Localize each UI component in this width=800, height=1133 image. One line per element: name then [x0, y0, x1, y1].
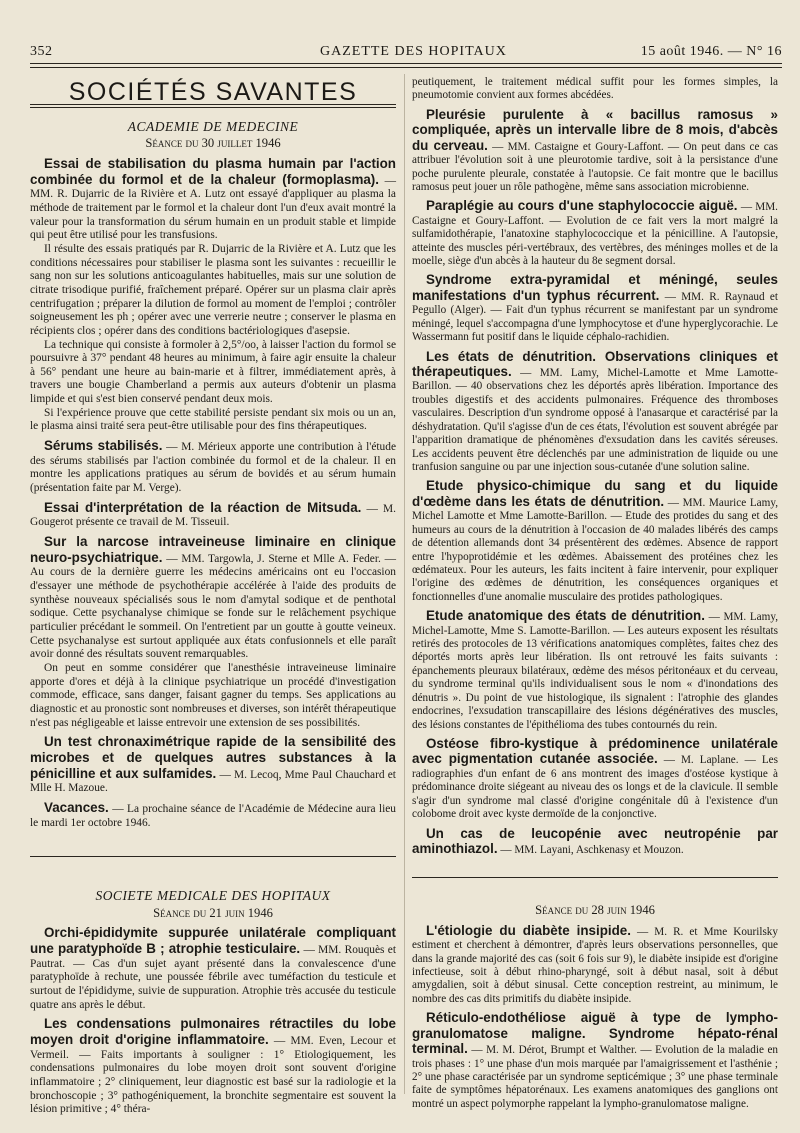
society-heading: SOCIETE MEDICALE DES HOPITAUX	[95, 888, 331, 904]
right-column	[412, 76, 778, 1111]
section-divider	[412, 877, 778, 878]
article-text: — M. M. Dérot, Brumpt et Walther. — Evolution de la maladie en trois phases : 1° une phase d'un mois marquée par l'amaigrissement et l'asthénie ; 2° une phase caractérisée par un syndrome septicémique ; 3° une phase terminale faite de symptômes hépatorénaux. Les examens anatomiques des ganglions ont montré un aspect polymorphe rappelant la lympho-granulomatose maligne.	[412, 1044, 779, 1110]
article	[30, 157, 396, 243]
journal-title: GAZETTE DES HOPITAUX	[320, 44, 507, 59]
article-text: — MM. Castaigne et Goury-Laffont. — Evolution de ce fait vers la mort malgré la sulfamidothérapie, l'anatoxine staphylococcique et la pénicilline. A l'autopsie, atteinte des muscles péri-vertébraux, des vertèbres, des méninges molles et de la moelle, siège d'un abcès à la hauteur du 8e segment dorsal.	[412, 201, 778, 268]
paragraph: peutiquement, le traitement médical suffit pour les formes simples, la pneumotomie convient aux formes abcédées.	[412, 76, 778, 102]
article-text: — MM. Layani, Aschkenasy et Mouzon.	[500, 843, 684, 856]
article-text: — M. Gougerot présente ce travail de M. Tisseuil.	[30, 502, 396, 529]
article-text: — MM. Rouquès et Pautrat. — Cas d'un sujet ayant présenté dans la convalescence d'une paratyphoïde à rechute, une poussée fébrile avec tuméfaction du testicule et surtout de l'épididyme, suivie de suppuration. Atrophie très accusée du testicule quatre ans après le début.	[30, 944, 396, 1011]
article-title: Un cas de leucopénie avec neutropénie par aminothiazol.	[412, 825, 778, 856]
article	[30, 501, 396, 530]
page-number: 352	[30, 44, 53, 59]
article	[412, 479, 778, 604]
article-title: Paraplégie au cours d'une staphylococcie aiguë.	[426, 198, 738, 214]
article-title: Essai de stabilisation du plasma humain par l'action combinée du formol et de la chaleur (formoplasma).	[30, 155, 396, 187]
article-title: Orchi-épididymite suppurée unilatérale compliquant une paratyphoïde B ; atrophie testiculaire.	[30, 925, 396, 957]
left-column	[30, 74, 396, 1117]
running-header	[30, 44, 782, 64]
article	[30, 926, 396, 1012]
article	[412, 273, 778, 344]
article-text: — MM. Lamy, Michel-Lamotte et Mme Lamotte-Barillon. — 40 observations chez les déportés après libération. Importance des troubles digestifs et des accidents pulmonaires. Fréquence des thromboses vasculaires. Description d'un syndrome opposé à l'anasarque et caractérisé par la déshydratation. Qu'il s'agisse d'un de ces états, l'évolution est souvent abrégée par l'apparition dramatique de phénomènes d'exsudation dans les cavités séreuses. Les accidents peuvent être déclenchés par une administration de liquide ou une tranfusion sanguine ou par une injection sous-cutanée d'une solution saline.	[412, 367, 778, 473]
article-text: — MM. R. Raynaud et Pegullo (Alger). — Fait d'un typhus récurrent se manifestant par un syndrome méningé, lequel s'accompagna d'une lymphocytose et d'une hyperglycorachie. Le Wassermann fut positif dans le liquide céphalo-rachidien.	[412, 290, 779, 344]
session-date: Séance du 21 juin 1946	[153, 905, 273, 920]
section-title: SOCIÉTÉS SAVANTES	[68, 78, 358, 106]
article	[412, 924, 778, 1007]
article-title: Sur la narcose intraveineuse liminaire en clinique neuro-psychiatrique.	[30, 534, 396, 565]
article-title: Vacances.	[44, 799, 109, 815]
paragraph: On peut en somme considérer que l'anesthésie intraveineuse liminaire apporte d'ores et déjà à la clinique psychiatrique un procédé d'investigation commode, efficace, sans danger, faisant gagner du temps. Ses applications au diagnostic et au pronostic sont nombreuses et diverses, son intérêt thérapeutique n'est pas négligeable et laisse entrevoir une extension de ses possibilités.	[30, 661, 396, 729]
article-title: Essai d'interprétation de la réaction de Mitsuda.	[44, 499, 362, 515]
article	[30, 1017, 396, 1117]
article	[412, 1011, 778, 1111]
article	[30, 535, 396, 662]
academy-heading: ACADEMIE DE MEDECINE	[127, 118, 299, 134]
article-text: — MM. Maurice Lamy, Michel Lamotte et Mme Lamotte-Barillon. — Etude des protides du sang et des humeurs au cours de la dénutrition à l'occasion de 40 malades libérés des camps de détention allemands dont 34 présentèrent des œdèmes. Absence de rapport entre l'hypoprotidémie et les œdèmes. Abaissement des protéines chez les œdémateux. Pour les auteurs, les faits incitent à faire intervenir, pour expliquer l'origine des œdèmes de dénutrition, les conséquences organiques et fonctionnelles d'une anomalie musculaire des protides pathologiques.	[412, 496, 779, 603]
section-divider	[30, 856, 396, 857]
article-title: Sérums stabilisés.	[44, 438, 163, 454]
column-divider	[404, 74, 405, 1094]
article-text: — M. R. et Mme Kourilsky estiment et cherchent à démontrer, d'après leurs observations personnelles, que dans la grande majorité des cas (soit 6 fois sur 9), le diabète insipide est d'origine infectieuse, soit à début rhino-pharyngé, soit à début nasal, soit à début amygdalien, soit à début sinusal. Cette conception restreint, au minimum, le nombre des cas dits primitifs du diabète insipide.	[412, 925, 778, 1005]
article	[30, 439, 396, 496]
article-title: Les condensations pulmonaires rétractiles du lobe moyen droit d'origine inflammatoire.	[30, 1016, 396, 1048]
section-rule-thin	[30, 107, 396, 108]
article-title: Etude physico-chimique du sang et du liquide d'œdème dans les états de dénutrition.	[412, 478, 778, 509]
issue-date: 15 août 1946. — N° 16	[640, 44, 782, 59]
header-rule	[30, 63, 782, 64]
article	[412, 199, 778, 268]
article-text: — MM. Castaigne et Goury-Laffont. — On peut dans ce cas attribuer l'évolution soit à une pleurotomie tardive, soit à la persistance d'une poche purulente pleurale, constatée à l'autopsie. Ce fait montre que le bacillus ramosus peut jouer un rôle pathogène, même sans association microbienne.	[412, 140, 778, 193]
article-title: Syndrome extra-pyramidal et méningé, seules manifestations d'un typhus récurrent.	[412, 272, 778, 303]
article-title: Un test chronaximétrique rapide de la sensibilité des microbes et de quelques autres substances à la pénicilline et aux sulfamides.	[30, 734, 396, 781]
article-authors: — MM. R. Dujarric de la Rivière et A. Lutz	[30, 174, 396, 201]
article	[412, 609, 778, 732]
paragraph: Il résulte des essais pratiqués par R. Dujarric de la Rivière et A. Lutz que les conditions nécessaires pour stabiliser le plasma sont les suivantes : recueillir le sang non sur les solutions anticoagulantes habituelles, mais sur une solution de citrate trisodique purifié, fraîchement préparé. Opérer sur un plasma clair après centrifugation ; préparer la dilution de formol au moment de l'emploi ; contrôler soigneusement les ph ; opérer avec une verrerie neutre ; conserver le plasma en récipients clos ; opérer dans des conditions bactériologiques d'asepsie.	[30, 242, 396, 337]
article-title: Ostéose fibro-kystique à prédominence unilatérale avec pigmentation cutanée associée.	[412, 735, 778, 767]
article-text: — M. Laplane. — Les radiographies d'un enfant de 6 ans montrent des images d'ostéose kystique à prédominance droite siégeant au niveau des os longs et de la clavicule. Il semble s'agir d'un syndrome mal classé d'origine congénitale dû à l'existence d'un colobome droit avec kyste dermoïde de la conjonctive.	[412, 754, 778, 821]
header-rule-thin	[30, 67, 782, 68]
paragraph: Si l'expérience prouve que cette stabilité persiste pendant six mois ou un an, le plasma ainsi traité sera peut-être utilisable pour des fins thérapeutiques.	[30, 406, 396, 433]
article-title: Etude anatomique des états de dénutrition.	[426, 608, 705, 624]
article-text: — M. Lecoq, Mme Paul Chauchard et Mlle H. Mazoue.	[30, 768, 396, 795]
session-date: Séance du 30 juillet 1946	[145, 136, 281, 151]
article	[412, 827, 778, 858]
paragraph: La technique qui consiste à formoler à 2,5°/oo, à laisser l'action du formol se poursuivre à 37° pendant 48 heures au minimum, à faire agir ensuite la chaleur à 56° pendant une heure au bain-marie et à filtrer, immédiatement après, à travers une bougie Chamberland a permis aux auteurs d'obtenir un plasma limpide et qui s'est bien conservé pendant deux mois.	[30, 338, 396, 406]
article	[412, 350, 778, 475]
article-text: — MM. Lamy, Michel-Lamotte, Mme S. Lamotte-Barillon. — Les auteurs exposent les résultats retirés des protocoles de 13 vérifications anatomiques complètes, faites chez des déportés morts après leur libération. Ils ont retrouvé les faits suivants : épanchements pleuraux bilatéraux, œdème des mésos péritonéaux et du cerveau, du syndrome terminal qu'ils individualisent sous le nom « d'inondations des dénutris ». Du point de vue histologique, ils signalent : l'atrophie des glandes endocrines, l'exsudation transcapillaire des lésions dégénératives des muscles, des lésions constantes de l'épithélioma des tubes contournés du rein.	[412, 611, 779, 731]
article-title: Pleurésie purulente à « bacillus ramosus » compliquée, après un intervalle libre de 8 mois, d'abcès du cerveau.	[412, 106, 778, 153]
article-text: — La prochaine séance de l'Académie de Médecine aura lieu le mardi 1er octobre 1946.	[30, 802, 397, 829]
article	[30, 735, 396, 796]
article-text: — MM. Even, Lecour et Vermeil. — Faits importants à souligner : 1° Etiologiquement, les condensations pulmonaires du lobe moyen droit sont souvent d'origine inflammatoire ; 2° cliniquement, leur diagnostic est basé sur la radiologie et la bronchoscopie ; 3° pathogéniquement, la bronchite segmentaire est souvent la lésion primitive ; 4° théra-	[30, 1035, 396, 1116]
article	[412, 108, 778, 195]
article-title: L'étiologie du diabète insipide.	[426, 922, 631, 938]
article-text: ont essayé d'appliquer au plasma la méthode de traitement par le formol et la chaleur dont l'un d'eux avait montré la valeur pour la transformation du sérum humain en un produit stable et limpide qui peut être utilisé pour les transfusions.	[30, 188, 396, 242]
article-title: Réticulo-endothéliose aiguë à type de lympho-granulomatose maligne. Syndrome hépato-rénal terminal.	[412, 1010, 778, 1057]
article-text: — M. Mérieux apporte une contribution à l'étude des sérums stabilisés par l'action combinée du formol et de la chaleur. Il en montre les applications pratiques au sérum de bovidés et au sérum humain (présentation faite par M. Verge).	[30, 441, 397, 495]
session-date: Séance du 28 juin 1946	[535, 903, 655, 918]
article	[412, 737, 778, 822]
article	[30, 801, 396, 830]
article-text: — MM. Targowla, J. Sterne et Mlle A. Feder. — Au cours de la dernière guerre les médecins américains ont eu l'occasion d'essayer une méthode de psychothérapie accélérée à l'aide des produits de synthèse nouveaux spécialisés sous le nom d'amytal sodique et de penthotal sodique. Cette psychanalyse chimique se fonde sur le relâchement psychique particulier précédant le sommeil. On l'entretient par un goutte à goutte veineux. Cette psychanalyse est surtout appliquée aux états confusionnels et elle paraît avoir donné des résultats souvent remarquables.	[30, 552, 396, 661]
article-title: Les états de dénutrition. Observations cliniques et thérapeutiques.	[412, 348, 778, 380]
